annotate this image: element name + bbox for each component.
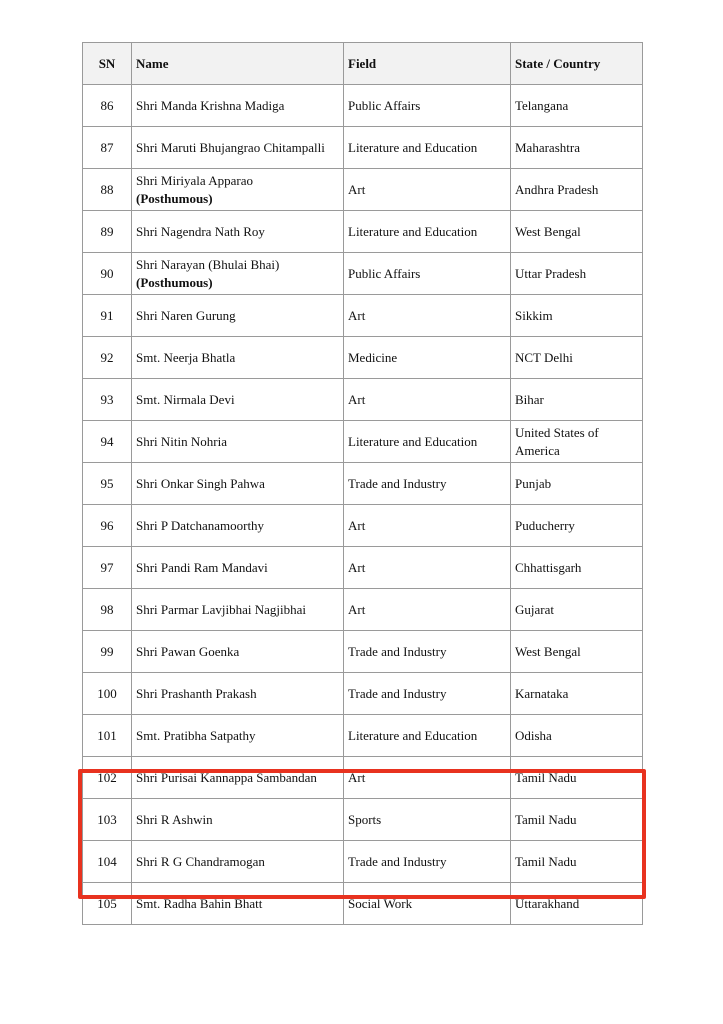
cell-field: Trade and Industry — [344, 673, 511, 715]
cell-name — [132, 547, 344, 589]
table-row — [83, 85, 643, 127]
cell-state-country: United States of America — [511, 421, 643, 463]
awardee-name: Shri Nitin Nohria — [136, 433, 227, 449]
cell-name — [132, 337, 344, 379]
cell-name — [132, 421, 344, 463]
cell-sn: 86 — [83, 85, 132, 127]
table-row — [83, 253, 643, 295]
awardee-name: Smt. Nirmala Devi — [136, 391, 235, 407]
cell-name — [132, 589, 344, 631]
awardee-name: Smt. Neerja Bhatla — [136, 349, 236, 365]
cell-name — [132, 253, 344, 295]
table-row — [83, 799, 643, 841]
awardee-name: Smt. Radha Bahin Bhatt — [136, 895, 263, 911]
cell-sn: 104 — [83, 841, 132, 883]
cell-sn: 90 — [83, 253, 132, 295]
cell-state-country: Sikkim — [511, 295, 643, 337]
cell-name — [132, 85, 344, 127]
cell-field: Art — [344, 379, 511, 421]
cell-state-country: Telangana — [511, 85, 643, 127]
cell-field: Trade and Industry — [344, 631, 511, 673]
cell-sn: 91 — [83, 295, 132, 337]
cell-field: Literature and Education — [344, 211, 511, 253]
table-row — [83, 169, 643, 211]
cell-name — [132, 841, 344, 883]
table-header — [83, 43, 643, 85]
table-row — [83, 673, 643, 715]
cell-name — [132, 505, 344, 547]
cell-name — [132, 883, 344, 925]
awardee-name: Shri Prashanth Prakash — [136, 685, 257, 701]
awardee-name: Shri Narayan (Bhulai Bhai) — [136, 256, 280, 272]
awardee-name: Shri Miriyala Apparao — [136, 172, 253, 188]
cell-state-country: Puducherry — [511, 505, 643, 547]
posthumous-note: (Posthumous) — [136, 274, 213, 290]
header-state-country: State / Country — [511, 43, 643, 85]
cell-state-country: Chhattisgarh — [511, 547, 643, 589]
cell-field: Public Affairs — [344, 253, 511, 295]
awardee-name: Shri Maruti Bhujangrao Chitampalli — [136, 139, 325, 155]
table-row — [83, 379, 643, 421]
cell-state-country: Punjab — [511, 463, 643, 505]
table-row — [83, 337, 643, 379]
cell-field: Trade and Industry — [344, 841, 511, 883]
awardee-name: Shri P Datchanamoorthy — [136, 517, 265, 533]
header-row — [83, 43, 643, 85]
table-row — [83, 883, 643, 925]
cell-state-country: Gujarat — [511, 589, 643, 631]
cell-state-country: Uttarakhand — [511, 883, 643, 925]
cell-field: Social Work — [344, 883, 511, 925]
cell-field: Art — [344, 295, 511, 337]
cell-field: Sports — [344, 799, 511, 841]
table-row — [83, 841, 643, 883]
cell-field: Art — [344, 589, 511, 631]
table-row — [83, 631, 643, 673]
awardee-name: Shri Manda Krishna Madiga — [136, 97, 285, 113]
posthumous-note: (Posthumous) — [136, 190, 213, 206]
cell-state-country: Maharashtra — [511, 127, 643, 169]
cell-name — [132, 631, 344, 673]
header-name: Name — [132, 43, 344, 85]
cell-state-country: Uttar Pradesh — [511, 253, 643, 295]
table-body — [83, 85, 643, 925]
cell-name — [132, 673, 344, 715]
cell-state-country: Odisha — [511, 715, 643, 757]
awardee-name: Shri Purisai Kannappa Sambandan — [136, 769, 317, 785]
awardee-name: Shri Naren Gurung — [136, 307, 236, 323]
cell-field: Literature and Education — [344, 715, 511, 757]
cell-field: Art — [344, 169, 511, 211]
cell-field: Art — [344, 505, 511, 547]
cell-state-country: Tamil Nadu — [511, 841, 643, 883]
table-row — [83, 421, 643, 463]
table-row — [83, 127, 643, 169]
cell-sn: 103 — [83, 799, 132, 841]
table-row — [83, 463, 643, 505]
table-row — [83, 715, 643, 757]
cell-name — [132, 799, 344, 841]
cell-name — [132, 379, 344, 421]
cell-state-country: West Bengal — [511, 631, 643, 673]
awardee-name: Shri R G Chandramogan — [136, 853, 265, 869]
awardee-name: Shri Pandi Ram Mandavi — [136, 559, 268, 575]
awardee-name: Shri R Ashwin — [136, 811, 213, 827]
cell-name — [132, 169, 344, 211]
cell-name — [132, 127, 344, 169]
awardee-name: Shri Pawan Goenka — [136, 643, 240, 659]
cell-field: Art — [344, 547, 511, 589]
cell-name — [132, 757, 344, 799]
cell-field: Public Affairs — [344, 85, 511, 127]
cell-sn: 99 — [83, 631, 132, 673]
table-row — [83, 211, 643, 253]
cell-field: Literature and Education — [344, 421, 511, 463]
cell-state-country: Tamil Nadu — [511, 757, 643, 799]
header-sn: SN — [83, 43, 132, 85]
cell-name — [132, 715, 344, 757]
cell-state-country: West Bengal — [511, 211, 643, 253]
cell-field: Medicine — [344, 337, 511, 379]
cell-sn: 98 — [83, 589, 132, 631]
cell-sn: 96 — [83, 505, 132, 547]
cell-state-country: Bihar — [511, 379, 643, 421]
awardee-name: Smt. Pratibha Satpathy — [136, 727, 256, 743]
cell-name — [132, 211, 344, 253]
awardee-name: Shri Nagendra Nath Roy — [136, 223, 265, 239]
table-row — [83, 589, 643, 631]
cell-sn: 94 — [83, 421, 132, 463]
cell-name — [132, 295, 344, 337]
table-row — [83, 505, 643, 547]
cell-state-country: Andhra Pradesh — [511, 169, 643, 211]
table-row — [83, 295, 643, 337]
cell-field: Art — [344, 757, 511, 799]
header-field: Field — [344, 43, 511, 85]
cell-field: Literature and Education — [344, 127, 511, 169]
cell-field: Trade and Industry — [344, 463, 511, 505]
cell-sn: 95 — [83, 463, 132, 505]
cell-sn: 87 — [83, 127, 132, 169]
cell-sn: 93 — [83, 379, 132, 421]
awardee-name: Shri Onkar Singh Pahwa — [136, 475, 265, 491]
cell-state-country: Karnataka — [511, 673, 643, 715]
cell-state-country: Tamil Nadu — [511, 799, 643, 841]
cell-sn: 92 — [83, 337, 132, 379]
cell-sn: 102 — [83, 757, 132, 799]
cell-sn: 100 — [83, 673, 132, 715]
cell-sn: 101 — [83, 715, 132, 757]
cell-sn: 97 — [83, 547, 132, 589]
cell-sn: 88 — [83, 169, 132, 211]
cell-sn: 105 — [83, 883, 132, 925]
table-row — [83, 757, 643, 799]
awards-table — [82, 42, 643, 925]
awardee-name: Shri Parmar Lavjibhai Nagjibhai — [136, 601, 307, 617]
table-row — [83, 547, 643, 589]
cell-name — [132, 463, 344, 505]
cell-state-country: NCT Delhi — [511, 337, 643, 379]
cell-sn: 89 — [83, 211, 132, 253]
